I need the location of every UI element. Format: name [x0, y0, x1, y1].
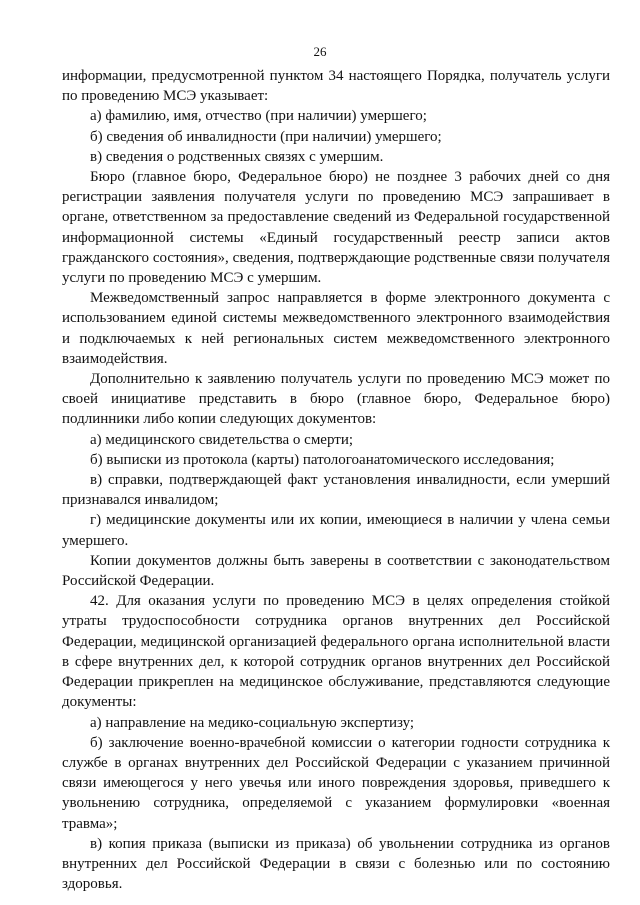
list-item-dismissal-order: в) копия приказа (выписки из приказа) об увольнении сотрудника из органов внутренних дел Российской Федерации в связи с болезнью или по состоянию здоровья. — [62, 835, 610, 893]
list-item-autopsy-protocol: б) выписки из протокола (карты) патологоанатомического исследования; — [90, 451, 555, 468]
list-item-surname: а) фамилию, имя, отчество (при наличии) умершего; — [90, 108, 427, 125]
paragraph-interagency-request: Межведомственный запрос направляется в форме электронного документа с использованием единой системы межведомственного электронного взаимодействия и подключаемых к ней региональных систем межведомственного электронного взаимодействия. — [62, 290, 610, 367]
list-item-kinship: в) сведения о родственных связях с умершим. — [90, 148, 384, 165]
list-item-military-commission: б) заключение военно-врачебной комиссии о категории годности сотрудника к службе в органах внутренних дел Российской Федерации с указанием причинной связи имеющегося у него увечья или иного повреждения здоровья, приведшего к увольнению сотрудника, определяемой с указанием формулировки «военная травма»; — [62, 734, 610, 832]
list-item-disability-info: б) сведения об инвалидности (при наличии) умершего; — [90, 128, 442, 145]
paragraph-additional-documents: Дополнительно к заявлению получатель услуги по проведению МСЭ может по своей инициативе представить в бюро (главное бюро, Федеральное бюро) подлинники либо копии следующих документов: — [62, 371, 610, 428]
list-item-disability-certificate: в) справки, подтверждающей факт установления инвалидности, если умерший признавался инвалидом; — [62, 472, 610, 509]
page-number: 26 — [313, 44, 327, 59]
document-body — [62, 66, 610, 894]
list-item-death-certificate: а) медицинского свидетельства о смерти; — [90, 431, 354, 448]
paragraph-section-42: 42. Для оказания услуги по проведению МСЭ в целях определения стойкой утраты трудоспособности сотрудника органов внутренних дел Российской Федерации, медицинской организацией федерального органа исполнительной власти в сфере внутренних дел, к которой сотрудник органов внутренних дел Российской Федерации прикреплен на медицинское обслуживание, представляются следующие документы: — [62, 593, 610, 711]
paragraph-continuation: информации, предусмотренной пунктом 34 настоящего Порядка, получатель услуги по проведению МСЭ указывает: — [62, 68, 610, 105]
list-item-referral: а) направление на медико-социальную экспертизу; — [90, 714, 415, 731]
paragraph-certified-copies: Копии документов должны быть заверены в соответствии с законодательством Российской Федерации. — [62, 552, 610, 590]
list-item-medical-documents: г) медицинские документы или их копии, имеющиеся в наличии у члена семьи умершего. — [62, 512, 610, 549]
paragraph-bureau-request: Бюро (главное бюро, Федеральное бюро) не позднее 3 рабочих дней со дня регистрации заявления получателя услуги по проведению МСЭ запрашивает в органе, ответственном за предоставление сведений из Федеральной государственной информационной системы «Единый государственный реестр записи актов гражданского состояния», сведения, подтверждающие родственные связи получателя услуги по проведению МСЭ с умершим. — [62, 169, 610, 287]
